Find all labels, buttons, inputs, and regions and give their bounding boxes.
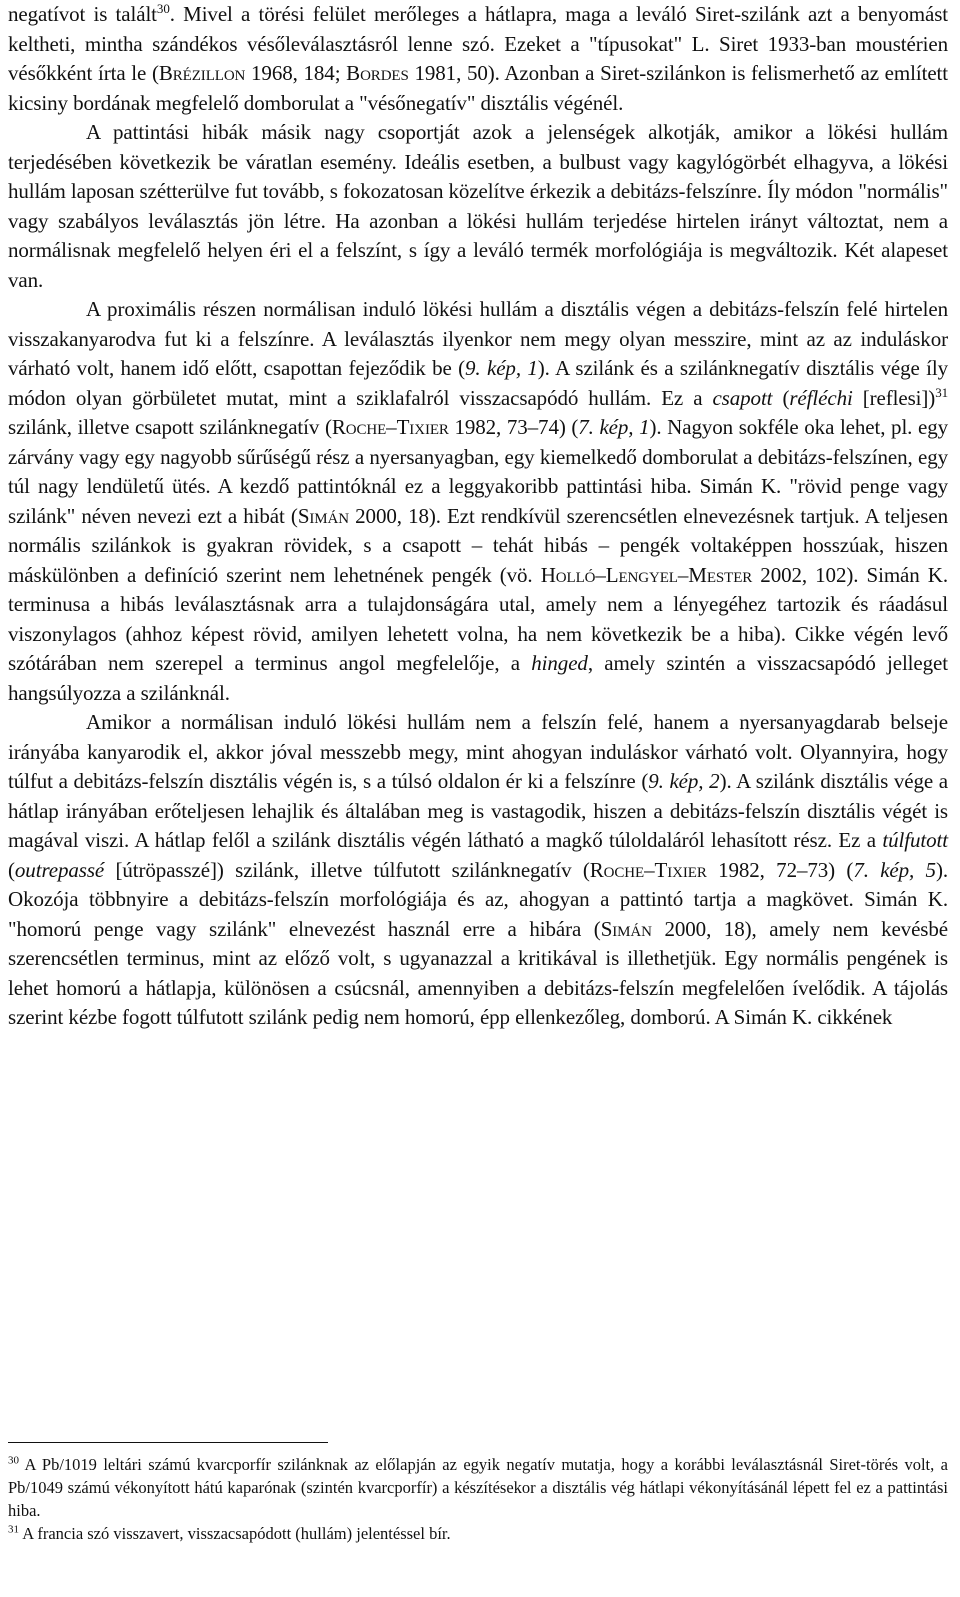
italic-text: 9. kép, 2 — [648, 769, 720, 793]
text-run: 1968, 184; — [245, 61, 347, 85]
footnote-text: A Pb/1019 leltári számú kvarcporfír szilánknak az előlapján az egyik negatív mutatja, hogy a korábbi leválasztásnál Siret-törés volt, a Pb/1049 számú vékonyított hátú kaparónak (szintén kvarcporfír) a készítésekor a disztális vég hátlapi vékonyításánál lépett fel ez a pattintási hiba. — [8, 1455, 948, 1520]
text-run: 2000, 18), amely nem kevésbé szerencsétlen terminus, mint az előző volt, s ugyanazzal a kritikával is illethetjük. Egy normális pengének is lehet homorú a hátlapja, különösen a csúcsnál, amennyiben a debitázs-felszín megfelelően ívelődik. A tájolás szerint kézbe fogott túlfutott szilánk pedig nem homorú, épp ellenkezőleg, domború. A Simán K. cikkének — [8, 916, 948, 1029]
author-name: Simán — [600, 916, 652, 941]
text-run: 2000, 18). Ezt rendkívül szerencsétlen elnevezésnek tartjuk. A teljesen normális szilánkok is gyakran rövidek, s a csapott – tehát hibás – pengék voltaképpen hosszúak, hiszen máskülönben a definíció szerint nem lehetnének pengék (vö. — [8, 503, 948, 587]
italic-text: csapott — [712, 385, 773, 410]
text-run: . Mivel a törési felület merőleges a hátlapra, maga a leváló Siret-szilánk azt a benyomást keltheti, mintha szándékos vésőleválasztásról lenne szó. Ezeket a "típusokat" L. Siret 1933-ban moustérien vésőkként írta le ( — [8, 2, 949, 85]
text-run: Amikor a normálisan induló lökési hullám nem a felszín felé, hanem a nyersanyagdarab belseje irányába kanyarodik el, akkor jóval messzebb megy, mint ahogyan induláskor várható volt. Olyannyira, hogy túlfut a debitázs-felszín disztális végén is, s a túlsó oldalon ér ki a felszínre ( — [8, 710, 948, 793]
text-run: [útröpasszé]) szilánk, illetve túlfutott szilánknegatív ( — [104, 857, 590, 882]
footnote-reference: 30 — [156, 1, 170, 16]
author-name: Roche–Tixier — [331, 415, 449, 439]
text-run: ). Nagyon sokféle oka lehet, pl. egy zárvány vagy egy nagyobb sűrűségű rész a nyersanyagban, egy kiemelkedő domborulat a debitázs-felszínen, egy túl nagy lendületű ütés. A kezdő pattintóknál ez a leggyakoribb pattintási hiba. Simán K. "rövid penge vagy szilánk" néven nevezi ezt a hibát ( — [8, 415, 948, 528]
text-run: ( — [8, 857, 15, 882]
footnote-number: 31 — [8, 1523, 19, 1536]
italic-text: 7. kép, 5 — [853, 857, 936, 882]
text-run: [reflesi]) — [852, 385, 936, 410]
author-name: Simán — [297, 503, 349, 528]
footnote-list — [8, 1453, 948, 1545]
italic-text: 9. kép, 1 — [465, 356, 538, 380]
italic-text: túlfutott — [882, 828, 948, 852]
paragraph — [8, 708, 948, 1033]
text-run: negatívot is talált — [8, 2, 157, 26]
italic-text: outrepassé — [14, 857, 105, 882]
body-text — [8, 0, 948, 1033]
footnote-text: A francia szó visszavert, visszacsapódott (hullám) jelentéssel bír. — [19, 1524, 451, 1543]
text-run: 2002, 102). Simán K. terminusa a hibás leválasztásnak arra a tulajdonságára utal, amely nem a lényegéhez tartozik és ráadásul viszonylagos (ahhoz képest rövid, amilyen lehetett volna, ha nem következik be a hiba). Cikke végén levő szótárában nem szerepel a terminus angol megfelelője, a — [8, 562, 949, 675]
text-run: ). Okozója többnyire a debitázs-felszín morfológiája és az, ahogyan a pattintó tartja a magkövet. Simán K. "homorú penge vagy szilánk" elnevezést használ erre a hibára ( — [8, 857, 948, 941]
paragraph — [8, 118, 948, 295]
text-run: , amely szintén a visszacsapódó jelleget hangsúlyozza a szilánknál. — [8, 651, 948, 705]
italic-text: 7. kép, 1 — [578, 415, 650, 439]
footnote-reference: 31 — [935, 384, 948, 400]
footnote-separator — [8, 1442, 328, 1443]
text-run: szilánk, illetve csapott szilánknegatív ( — [8, 415, 332, 439]
text-run: 1982, 72–73) ( — [706, 857, 854, 882]
footnote-number: 30 — [8, 1454, 19, 1467]
paragraph — [8, 0, 948, 118]
paragraph — [8, 295, 948, 708]
text-run: A pattintási hibák másik nagy csoportját azok a jelenségek alkotják, amikor a lökési hullám terjedésében következik be váratlan esemény. Ideális esetben, a bulbust vagy kagylógörbét elhagyva, a lökési hullám laposan szétterülve fut tovább, s fokozatosan közelítve érkezik a debitázs-felszínre. Íly módon "normális" vagy szabályos leválasztás jön létre. Ha azonban a lökési hullám terjedése hirtelen irányt változtat, nem a normálisnak megfelelő helyen éri el a felszínt, s így a leváló termék morfológiája is megváltozik. Két alapeset van. — [8, 120, 948, 292]
author-name: Roche–Tixier — [589, 857, 707, 882]
author-name: Holló–Lengyel–Mester — [540, 562, 753, 587]
text-run: 1981, 50). Azonban a Siret-szilánkon is felismerhető az említett kicsiny bordának megfelelő domborulat a "vésőnegatív" disztális végénél. — [8, 61, 949, 115]
italic-text: hinged — [531, 651, 588, 675]
footnote — [8, 1453, 948, 1522]
text-run: 1982, 73–74) ( — [448, 415, 579, 439]
author-name: Bordes — [346, 61, 409, 85]
text-run: ). A szilánk és a szilánknegatív disztális vége íly módon olyan görbületet mutat, mint a sziklafalról visszacsapódó hullám. Ez a — [8, 356, 949, 410]
footnote — [8, 1522, 948, 1545]
italic-text: réfléchi — [789, 385, 853, 410]
text-run: ). A szilánk disztális vége a hátlap irányában erőteljesen lehajlik és általában meg is vastagodik, hiszen a debitázs-felszín disztális végét is magával viszi. A hátlap felől a szilánk disztális végén látható a magkő túloldaláról lehasított rész. Ez a — [8, 769, 948, 852]
footnotes — [8, 1442, 948, 1545]
text-run: A proximális részen normálisan induló lökési hullám a disztális végen a debitázs-felszín felé hirtelen visszakanyarodva fut ki a felszínre. A leválasztás ilyenkor nem megy olyan messzire, mint az az induláskor várható volt, hanem idő előtt, csapottan fejeződik be ( — [8, 297, 948, 380]
text-run: ( — [772, 385, 790, 410]
author-name: Brézillon — [158, 61, 246, 85]
